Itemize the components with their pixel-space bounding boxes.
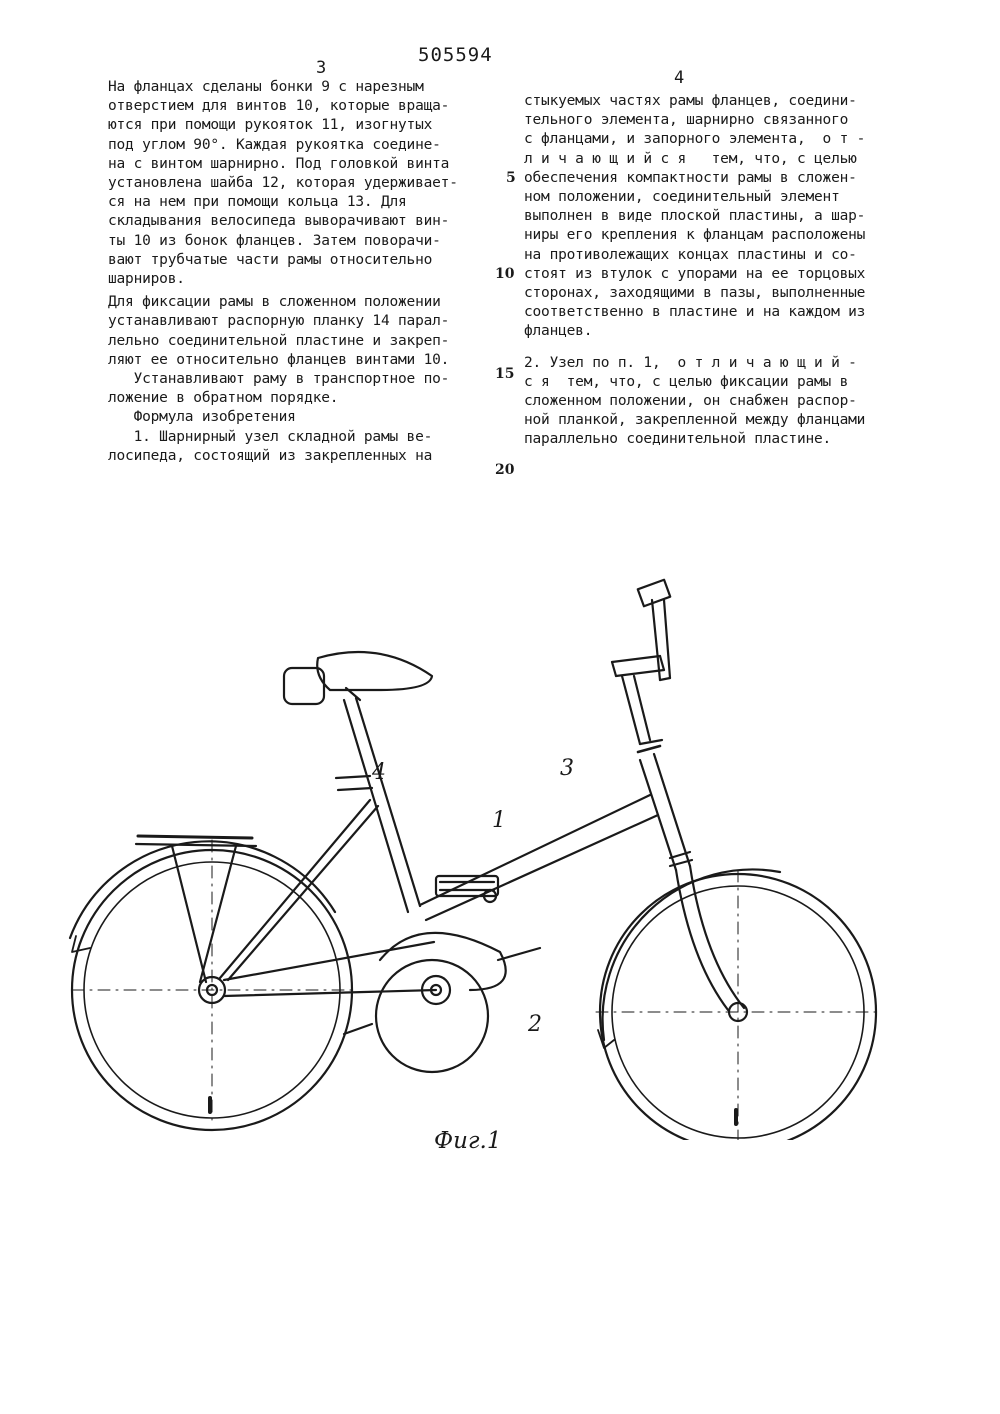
text-line: Устанавливают раму в транспортное по- bbox=[108, 371, 450, 388]
text-line: стыкуемых частях рамы фланцев, соедини- bbox=[524, 93, 857, 109]
steering-column bbox=[612, 656, 744, 1010]
main-frame-tube bbox=[420, 795, 658, 920]
text-line: фланцев. bbox=[524, 323, 593, 340]
text-line: выполнен в виде плоской пластины, а шар- bbox=[524, 208, 866, 225]
text-line: На фланцах сделаны бонки 9 с нарезным bbox=[108, 79, 424, 95]
text-line: ной планкой, закрепленной между фланцами bbox=[524, 412, 866, 429]
left-text-column bbox=[108, 78, 458, 466]
text-line: л и ч а ю щ и й с я тем, что, с целью bbox=[524, 150, 857, 167]
rear-rack bbox=[136, 836, 256, 982]
patent-number: 505594 bbox=[418, 44, 493, 66]
text-line: ном положении, соединительный элемент bbox=[524, 189, 840, 206]
text-line: ся на нем при помощи кольца 13. Для bbox=[108, 194, 407, 211]
page-number-right: 4 bbox=[674, 68, 685, 88]
part-label-2: 2 bbox=[528, 1012, 542, 1037]
line-number-15: 15 bbox=[495, 366, 515, 382]
text-line: ниры его крепления к фланцам расположены bbox=[524, 227, 866, 244]
right-text-column bbox=[524, 92, 865, 450]
text-line: складывания велосипеда выворачивают вин- bbox=[108, 213, 450, 230]
text-line: шарниров. bbox=[108, 271, 185, 288]
text-line: вают трубчатые части рамы относительно bbox=[108, 251, 433, 268]
text-line: лельно соединительной пластине и закреп- bbox=[108, 332, 450, 349]
bicycle-figure bbox=[0, 540, 1000, 1140]
part-label-1: 1 bbox=[492, 808, 506, 833]
text-line: тельного элемента, шарнирно связанного bbox=[524, 112, 849, 129]
text-line: сторонах, заходящими в пазы, выполненные bbox=[524, 285, 866, 302]
text-line: сложенном положении, он снабжен распор- bbox=[524, 393, 857, 410]
text-line: лосипеда, состоящий из закрепленных на bbox=[108, 447, 433, 464]
line-number-20: 20 bbox=[495, 462, 515, 478]
text-line: ложение в обратном порядке. bbox=[108, 390, 339, 407]
text-line: стоят из втулок с упорами на ее торцовых bbox=[524, 265, 866, 282]
text-line: соответственно в пластине и на каждом из bbox=[524, 304, 866, 321]
text-line: Формула изобретения bbox=[108, 409, 296, 426]
hinge-unit bbox=[436, 876, 498, 902]
figure-caption: Фиг.1 bbox=[434, 1128, 502, 1154]
text-line: обеспечения компактности рамы в сложен- bbox=[524, 169, 857, 186]
line-number-5: 5 bbox=[506, 170, 516, 186]
text-line: на с винтом шарнирно. Под головкой винта bbox=[108, 155, 450, 172]
text-line: устанавливают распорную планку 14 парал- bbox=[108, 313, 450, 330]
text-line: установлена шайба 12, которая удерживает- bbox=[108, 175, 458, 192]
text-line: ляют ее относительно фланцев винтами 10. bbox=[108, 351, 450, 368]
seat bbox=[284, 652, 432, 704]
text-line: с фланцами, и запорного элемента, о т - bbox=[524, 131, 866, 148]
text-line: отверстием для винтов 10, которые враща- bbox=[108, 98, 450, 115]
text-line: с я тем, что, с целью фиксации рамы в bbox=[524, 373, 849, 390]
text-line: 1. Шарнирный узел складной рамы ве- bbox=[108, 428, 433, 445]
handlebar bbox=[638, 580, 670, 680]
text-line: на противолежащих концах пластины и со- bbox=[524, 246, 857, 263]
text-line: Для фиксации рамы в сложенном положении bbox=[108, 294, 441, 311]
text-line: ты 10 из бонок фланцев. Затем поворачи- bbox=[108, 232, 441, 249]
front-wheel bbox=[596, 870, 880, 1140]
text-line: ются при помощи рукояток 11, изогнутых bbox=[108, 117, 433, 134]
line-number-10: 10 bbox=[495, 266, 515, 282]
text-line: под углом 90°. Каждая рукоятка соедине- bbox=[108, 136, 441, 153]
part-label-4: 4 bbox=[372, 760, 386, 785]
part-label-3: 3 bbox=[560, 756, 574, 781]
text-line: 2. Узел по п. 1, о т л и ч а ю щ и й - bbox=[524, 354, 857, 371]
page-number-left: 3 bbox=[316, 58, 327, 78]
text-line: параллельно соединительной пластине. bbox=[524, 431, 832, 448]
